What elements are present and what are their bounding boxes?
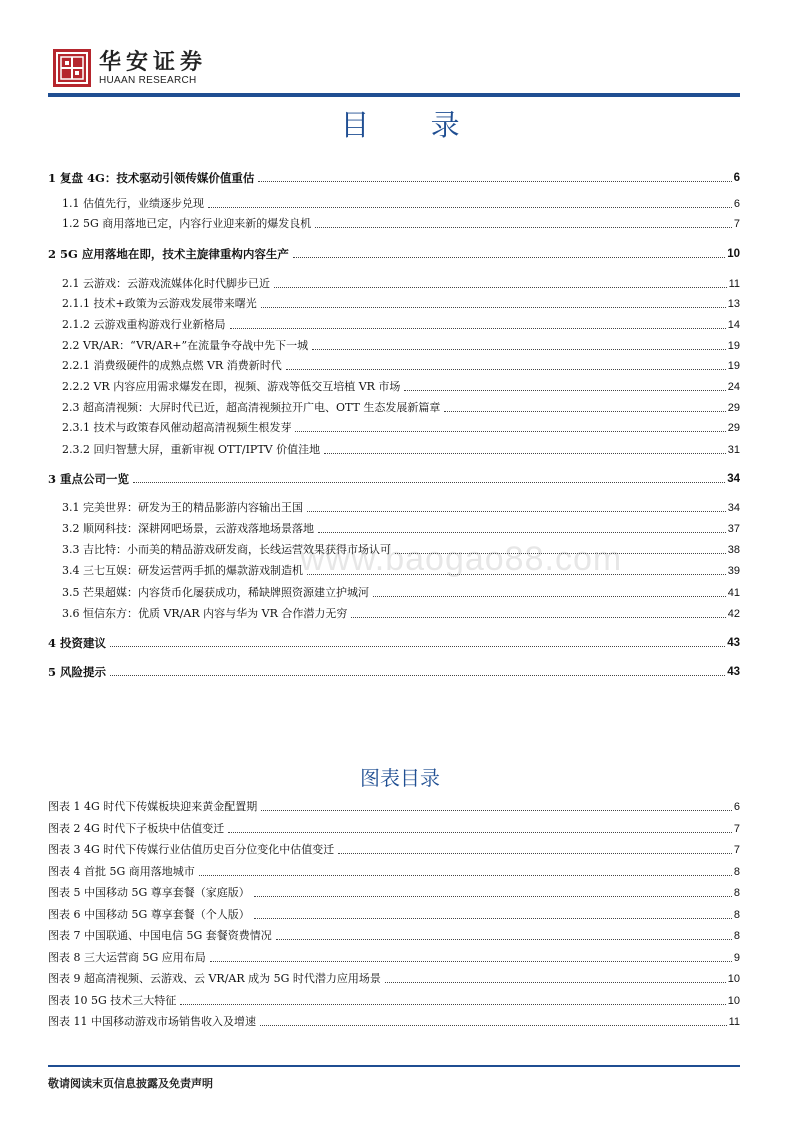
figure-entry-title: 图表 5 中国移动 5G 尊享套餐（家庭版）	[48, 886, 250, 899]
dot-leader	[385, 981, 726, 983]
toc-entry-title: 2.3.1 技术与政策春风催动超高清视频生根发芽	[62, 421, 292, 434]
figure-entry[interactable]	[48, 839, 740, 857]
dot-leader	[110, 645, 725, 647]
toc-entry-page: 11	[728, 278, 740, 290]
figure-entry-page: 8	[733, 865, 740, 878]
dot-leader	[318, 531, 726, 533]
dot-leader	[312, 348, 726, 350]
dot-leader	[295, 430, 725, 432]
toc-entry-title: 2.3.2 回归智慧大屏，重新审视 OTT/IPTV 价值洼地	[62, 443, 321, 456]
toc-entry[interactable]	[48, 243, 740, 261]
toc-entry-page: 7	[733, 218, 740, 230]
toc-entry-title: 2.3 超高清视频：大屏时代已近，超高清视频拉开广电、OTT 生态发展新篇章	[62, 401, 441, 414]
dot-leader	[338, 852, 732, 854]
dot-leader	[261, 809, 732, 811]
figure-entry-title: 图表 7 中国联通、中国电信 5G 套餐资费情况	[48, 929, 272, 942]
figure-entry[interactable]	[48, 968, 740, 986]
toc-entry-page: 14	[727, 319, 740, 331]
toc-entry-title: 3.6 恒信东方：优质 VR/AR 内容与华为 VR 合作潜力无穷	[62, 607, 348, 620]
footer-disclaimer: 敬请阅读末页信息披露及免责声明	[48, 1077, 213, 1090]
dot-leader	[307, 510, 726, 512]
huaan-logo-icon	[52, 48, 92, 88]
figure-entry[interactable]	[48, 947, 740, 965]
toc-entry[interactable]	[48, 293, 740, 311]
brand-name-cn: 华安证券	[99, 49, 208, 75]
dot-leader	[315, 226, 732, 228]
toc-entry-page: 38	[727, 544, 740, 556]
figure-entry-page: 8	[733, 887, 740, 899]
toc-entry[interactable]	[48, 497, 740, 515]
toc-entry-title: 3.2 顺网科技：深耕网吧场景，云游戏落地场景落地	[62, 522, 314, 535]
toc-entry-page: 10	[727, 248, 740, 260]
toc-entry-page: 34	[727, 473, 740, 485]
toc-entry-page: 29	[727, 422, 740, 434]
figure-entry[interactable]	[48, 882, 740, 900]
figure-entry-page: 9	[733, 951, 740, 964]
toc-entry[interactable]	[48, 632, 740, 650]
figure-entry-title: 图表 3 4G 时代下传媒行业估值历史百分位变化中估值变迁	[48, 843, 335, 856]
toc-entry-title: 3.4 三七互娱：研发运营两手抓的爆款游戏制造机	[62, 564, 303, 577]
dot-leader	[133, 481, 725, 483]
toc-entry-page: 43	[727, 637, 740, 649]
figure-entry-title: 图表 1 4G 时代下传媒板块迎来黄金配置期	[48, 800, 258, 813]
toc-entry-title: 1.2 5G 商用落地已定，内容行业迎来新的爆发良机	[62, 217, 312, 230]
dot-leader	[180, 1003, 725, 1005]
brand-name-en: HUAAN RESEARCH	[99, 75, 197, 86]
toc-entry-page: 6	[733, 172, 740, 184]
dot-leader	[293, 256, 725, 258]
toc-entry[interactable]	[48, 417, 740, 435]
figure-entry-page: 7	[733, 844, 740, 856]
figure-entry[interactable]	[48, 818, 740, 836]
toc-entry-page: 19	[727, 360, 740, 372]
dot-leader	[276, 938, 732, 940]
toc-entry[interactable]	[48, 582, 740, 600]
toc-entry[interactable]	[48, 397, 740, 415]
toc-entry-page: 19	[727, 340, 740, 352]
toc-entry-page: 43	[727, 666, 740, 678]
toc-entry-page: 24	[727, 381, 740, 393]
dot-leader	[228, 831, 732, 833]
dot-leader	[444, 410, 725, 412]
toc-entry-page: 29	[727, 402, 740, 414]
dot-leader	[254, 895, 732, 897]
toc-entry[interactable]	[48, 355, 740, 373]
figure-entry-page: 8	[733, 930, 740, 942]
toc-entry-title: 2.1 云游戏：云游戏流媒体化时代脚步已近	[62, 277, 270, 290]
toc-entry-title: 5 风险提示	[48, 665, 107, 679]
dot-leader	[373, 595, 726, 597]
toc-entry-title: 3.5 芒果超媒：内容货币化屡获成功，稀缺牌照资源建立护城河	[62, 586, 369, 599]
figures-title: 图表目录	[360, 766, 440, 790]
dot-leader	[110, 674, 725, 676]
dot-leader	[258, 180, 731, 182]
dot-leader	[324, 452, 726, 454]
dot-leader	[307, 573, 726, 575]
dot-leader	[210, 960, 732, 962]
toc-entry-page: 34	[727, 502, 740, 514]
figure-entry[interactable]	[48, 861, 740, 879]
figure-entry[interactable]	[48, 796, 740, 814]
page-title: 目 录	[340, 108, 486, 142]
toc-entry[interactable]	[48, 314, 740, 332]
toc-entry[interactable]	[48, 661, 740, 679]
dot-leader	[395, 552, 726, 554]
toc-entry[interactable]	[48, 335, 740, 353]
dot-leader	[254, 917, 732, 919]
figure-entry-page: 7	[733, 822, 740, 835]
dot-leader	[351, 616, 725, 618]
toc-entry-title: 3 重点公司一览	[48, 472, 130, 486]
figure-entry-title: 图表 8 三大运营商 5G 应用布局	[48, 950, 206, 964]
figure-entry-title: 图表 9 超高清视频、云游戏、云 VR/AR 成为 5G 时代潜力应用场景	[48, 972, 381, 985]
toc-entry[interactable]	[48, 539, 740, 557]
footer-divider	[48, 1065, 740, 1067]
dot-leader	[260, 1024, 727, 1026]
dot-leader	[208, 206, 732, 208]
toc-entry[interactable]	[48, 167, 740, 185]
toc-entry-title: 3.3 吉比特：小而美的精品游戏研发商，长线运营效果获得市场认可	[62, 543, 391, 556]
toc-entry[interactable]	[48, 213, 740, 231]
toc-entry[interactable]	[48, 603, 740, 621]
dot-leader	[261, 306, 726, 308]
page-header	[0, 0, 800, 100]
toc-entry[interactable]	[48, 560, 740, 578]
dot-leader	[286, 368, 726, 370]
toc-entry[interactable]	[48, 193, 740, 211]
figure-entry-page: 10	[727, 973, 740, 985]
figure-entry-page: 10	[727, 994, 740, 1007]
toc-entry-title: 1 复盘 4G：技术驱动引领传媒价值重估	[48, 171, 255, 185]
toc-entry-title: 2.2.2 VR 内容应用需求爆发在即，视频、游戏等低交互培植 VR 市场	[62, 380, 401, 393]
watermark: www.baogao88.com	[300, 540, 623, 578]
figure-entry-page: 6	[733, 801, 740, 813]
toc-entry-page: 37	[727, 523, 740, 535]
figure-entry-page: 8	[733, 908, 740, 921]
toc-entry-title: 1.1 估值先行，业绩逐步兑现	[62, 197, 204, 210]
toc-entry[interactable]	[48, 439, 740, 457]
toc-entry-title: 2 5G 应用落地在即，技术主旋律重构内容生产	[48, 247, 289, 261]
dot-leader	[404, 389, 725, 391]
figure-entry[interactable]	[48, 904, 740, 922]
toc-entry-page: 42	[727, 608, 740, 620]
toc-entry-title: 2.1.1 技术+政策为云游戏发展带来曙光	[62, 297, 257, 310]
toc-entry-title: 4 投资建议	[48, 636, 107, 650]
figure-entry-title: 图表 11 中国移动游戏市场销售收入及增速	[48, 1015, 256, 1028]
figure-entry-page: 11	[728, 1016, 740, 1028]
figure-entry-title: 图表 4 首批 5G 商用落地城市	[48, 864, 195, 878]
figure-entry[interactable]	[48, 925, 740, 943]
toc-entry-page: 6	[733, 198, 740, 210]
toc-entry-page: 13	[727, 298, 740, 310]
toc-entry-title: 2.2 VR/AR：“VR/AR+”在流量争夺战中先下一城	[62, 339, 309, 352]
toc-entry-title: 2.1.2 云游戏重构游戏行业新格局	[62, 318, 226, 331]
toc-entry[interactable]	[48, 376, 740, 394]
dot-leader	[274, 286, 727, 288]
dot-leader	[199, 874, 732, 876]
toc-entry-page: 41	[727, 587, 740, 599]
toc-entry-title: 2.2.1 消费级硬件的成熟点燃 VR 消费新时代	[62, 359, 282, 372]
dot-leader	[230, 327, 726, 329]
figure-entry-title: 图表 10 5G 技术三大特征	[48, 993, 177, 1007]
toc-entry-page: 39	[727, 565, 740, 577]
toc-entry-title: 3.1 完美世界：研发为王的精品影游内容输出王国	[62, 501, 303, 514]
toc-entry[interactable]	[48, 273, 740, 291]
header-divider	[48, 93, 740, 97]
toc-entry[interactable]	[48, 468, 740, 486]
figure-entry-title: 图表 6 中国移动 5G 尊享套餐（个人版）	[48, 907, 250, 921]
figure-entry[interactable]	[48, 990, 740, 1008]
figure-entry[interactable]	[48, 1011, 740, 1029]
toc-entry-page: 31	[727, 444, 740, 456]
toc-entry[interactable]	[48, 518, 740, 536]
figure-entry-title: 图表 2 4G 时代下子板块中估值变迁	[48, 821, 225, 835]
